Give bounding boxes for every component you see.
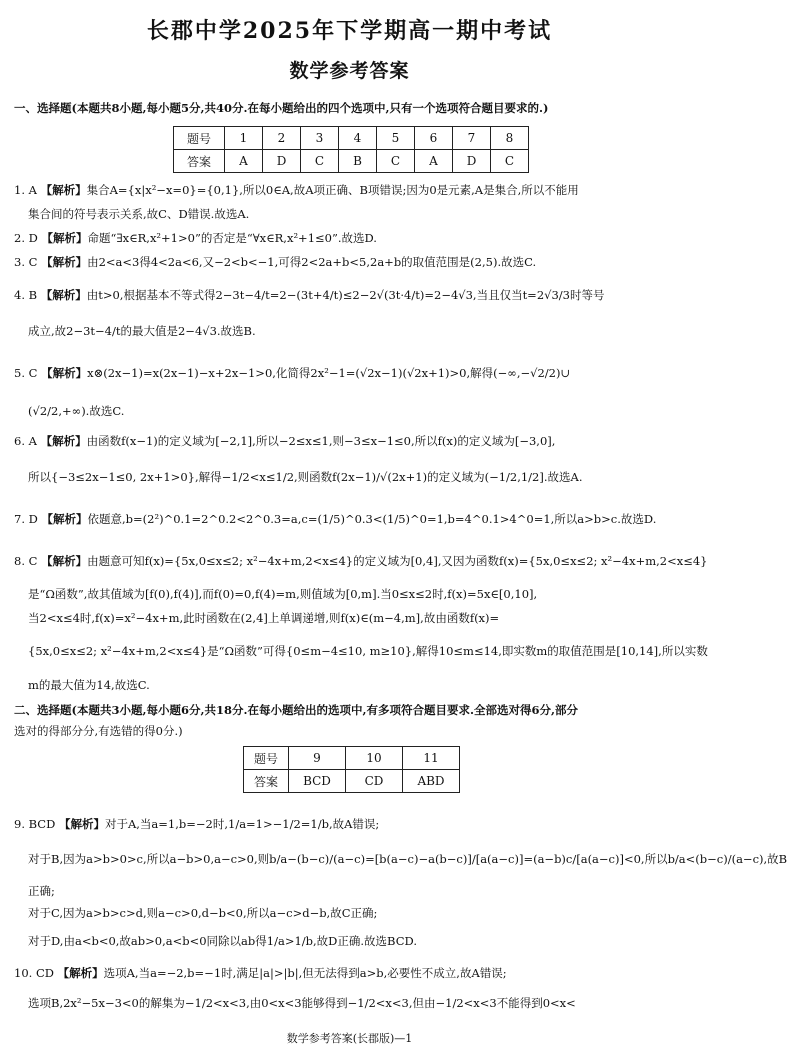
solution-line: 6. A 【解析】由函数f(x−1)的定义域为[−2,1],所以−2≤x≤1,则−3≤x−1≤0,所以f(x)的定义域为[−3,0], (14, 434, 556, 448)
page-title: 长郡中学2025年下学期高一期中考试 (146, 18, 553, 44)
table-cell: C (491, 150, 529, 173)
table-cell: D (453, 150, 491, 173)
table-row (174, 150, 529, 173)
solution-line: 集合间的符号表示关系,故C、D错误.故选A. (28, 207, 250, 221)
solution-line: 4. B 【解析】由t>0,根据基本不等式得2−3t−4/t=2−(3t+4/t)≤2−2√(3t·4/t)=2−4√3,当且仅当t=2√3/3时等号 (14, 288, 605, 302)
table-cell: ABD (403, 770, 460, 793)
solution-line: 8. C 【解析】由题意可知f(x)={5x,0≤x≤2; x²−4x+m,2<x≤4}的定义域为[0,4],又因为函数f(x)={5x,0≤x≤2; x²−4x+m,2<x≤4} (14, 554, 708, 568)
table-cell: B (339, 150, 377, 173)
table-cell: 1 (225, 127, 263, 150)
table-cell: CD (346, 770, 403, 793)
solution-line: 当2<x≤4时,f(x)=x²−4x+m,此时函数在(2,4]上单调递增,则f(x)∈(m−4,m],故由函数f(x)= (28, 611, 500, 625)
solution-line: {5x,0≤x≤2; x²−4x+m,2<x≤4}是“Ω函数”可得{0≤m−4≤10, m≥10},解得10≤m≤14,即实数m的取值范围是[10,14],所以实数 (28, 644, 708, 658)
table-cell: C (301, 150, 339, 173)
table-cell: BCD (289, 770, 346, 793)
table-cell: C (377, 150, 415, 173)
page-footer: 数学参考答案(长郡版)—1 (286, 1032, 413, 1045)
solution-line: 对于D,由a<b<0,故ab>0,a<b<0同除以ab得1/a>1/b,故D正确.故选BCD. (28, 934, 417, 948)
solution-line: m的最大值为14,故选C. (28, 678, 150, 692)
solution-line: 正确; (28, 884, 55, 898)
solution-line: 3. C 【解析】由2<a<3得4<2a<6,又−2<b<−1,可得2<2a+b<5,2a+b的取值范围是(2,5).故选C. (14, 255, 537, 269)
answer-table-1 (173, 126, 529, 173)
table-cell: 答案 (244, 770, 289, 793)
table-cell: 10 (346, 747, 403, 770)
solution-line: 2. D 【解析】命题“∃x∈R,x²+1>0”的否定是“∀x∈R,x²+1≤0”.故选D. (14, 231, 377, 245)
solution-line: 选项B,2x²−5x−3<0的解集为−1/2<x<3,由0<x<3能够得到−1/2<x<3,但由−1/2<x<3不能得到0<x< (28, 996, 576, 1010)
page-subtitle: 数学参考答案 (289, 60, 410, 82)
table-cell: 4 (339, 127, 377, 150)
table-cell: 2 (263, 127, 301, 150)
table-cell: D (263, 150, 301, 173)
solution-line: 所以{−3≤2x−1≤0, 2x+1>0},解得−1/2<x≤1/2,则函数f(2x−1)/√(2x+1)的定义域为(−1/2,1/2].故选A. (28, 470, 583, 484)
table-row (244, 770, 460, 793)
answer-table-2 (243, 746, 460, 793)
table-cell: 5 (377, 127, 415, 150)
table-cell: 题号 (174, 127, 225, 150)
table-cell: 3 (301, 127, 339, 150)
solution-line: 1. A 【解析】集合A={x|x²−x=0}={0,1},所以0∈A,故A项正确、B项错误;因为0是元素,A是集合,所以不能用 (14, 183, 579, 197)
table-cell: 9 (289, 747, 346, 770)
solution-line: 9. BCD 【解析】对于A,当a=1,b=−2时,1/a=1>−1/2=1/b,故A错误; (14, 817, 380, 831)
solution-line: 成立,故2−3t−4/t的最大值是2−4√3.故选B. (28, 324, 256, 338)
section2-header: 二、选择题(本题共3小题,每小题6分,共18分.在每小题给出的选项中,有多项符合题目要求.全部选对得6分,部分 (14, 703, 578, 717)
solution-line: 7. D 【解析】依题意,b=(2²)^0.1=2^0.2<2^0.3=a,c=(1/5)^0.3<(1/5)^0=1,b=4^0.1>4^0=1,所以a>b>c.故选D. (14, 512, 657, 526)
table-cell: 7 (453, 127, 491, 150)
table-row (244, 747, 460, 770)
table-cell: A (415, 150, 453, 173)
solution-line: 对于C,因为a>b>c>d,则a−c>0,d−b<0,所以a−c>d−b,故C正确; (28, 906, 378, 920)
table-cell: 11 (403, 747, 460, 770)
table-cell: 6 (415, 127, 453, 150)
table-cell: 答案 (174, 150, 225, 173)
table-row (174, 127, 529, 150)
table-cell: 8 (491, 127, 529, 150)
table-cell: 题号 (244, 747, 289, 770)
solution-line: 5. C 【解析】x⊗(2x−1)=x(2x−1)−x+2x−1>0,化简得2x²−1=(√2x−1)(√2x+1)>0,解得(−∞,−√2/2)∪ (14, 366, 571, 380)
section2-header-cont: 选对的得部分分,有选错的得0分.) (14, 724, 183, 738)
solution-line: 10. CD 【解析】选项A,当a=−2,b=−1时,满足|a|>|b|,但无法得到a>b,必要性不成立,故A错误; (14, 966, 507, 980)
solution-line: 对于B,因为a>b>0>c,所以a−b>0,a−c>0,则b/a−(b−c)/(a−c)=[b(a−c)−a(b−c)]/[a(a−c)]=(a−b)c/[a(a−c)]<0,所以b/a<(b−c)/(a−c),故B (28, 852, 787, 866)
section1-header: 一、选择题(本题共8小题,每小题5分,共40分.在每小题给出的四个选项中,只有一个选项符合题目要求的.) (14, 101, 549, 115)
table-cell: A (225, 150, 263, 173)
solution-line: (√2/2,+∞).故选C. (28, 404, 125, 418)
solution-line: 是“Ω函数”,故其值域为[f(0),f(4)],而f(0)=0,f(4)=m,则值域为[0,m].当0≤x≤2时,f(x)=5x∈[0,10], (28, 587, 538, 601)
